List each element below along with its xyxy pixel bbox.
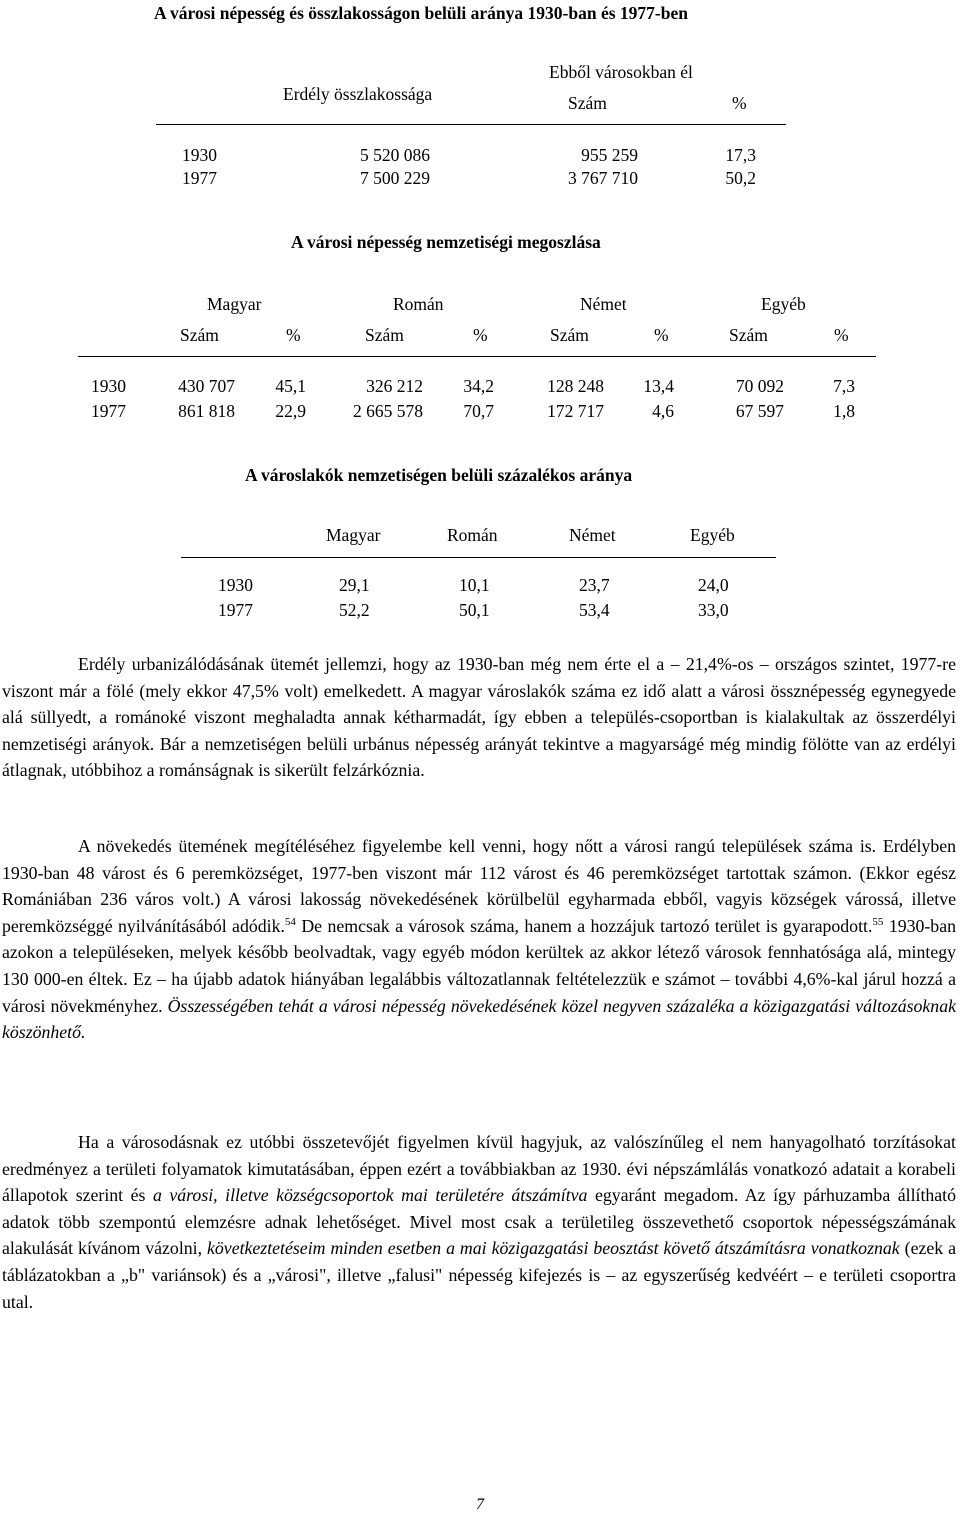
table2-cell: 70 092	[735, 376, 784, 396]
table3-group-nemet: Német	[569, 525, 616, 545]
table1-row1-pct: 17,3	[725, 145, 756, 165]
table1-title: A városi népesség és összlakosságon belüli aránya 1930-ban és 1977-ben	[154, 3, 688, 23]
table1-col-pct: %	[732, 93, 747, 113]
table1-row1-szam: 955 259	[581, 145, 638, 165]
table2-cell: 7,3	[833, 376, 855, 396]
paragraph-1: Erdély urbanizálódásának ütemét jellemzi, hogy az 1930-ban még nem érte el a – 21,4%-os – országos szintet, 1977-re viszont már a fölé (mely ekkor 47,5% volt) emelkedett. A magyar városlakók száma ez idő alatt a városi össznépesség egynegyede alá süllyedt, a románoké viszont meghaladta annak kétharmadát, így ebben a település-csoportban is kialakultak az összerdélyi nemzetiségi arányok. Bár a nemzetiségen belüli urbánus népesség arányát tekintve a magyarságé még mindig fölötte van az erdélyi átlagnak, utóbbihoz a románságnak is sikerült felzárkóznia.	[2, 654, 956, 781]
table2-sub-szam-2: Szám	[365, 325, 404, 345]
table3-title: A városlakók nemzetiségen belüli százalékos aránya	[245, 465, 633, 485]
table2-cell: 70,7	[463, 401, 494, 421]
table2-cell: 128 248	[547, 376, 604, 396]
table2-sub-szam-1: Szám	[180, 325, 219, 345]
table2-title: A városi népesség nemzetiségi megoszlása	[291, 232, 601, 252]
table3-group-magyar: Magyar	[326, 525, 381, 545]
table2-sub-pct-4: %	[834, 325, 849, 345]
table3-row1-year: 1930	[218, 575, 253, 595]
table1-row2-total: 7 500 229	[360, 168, 430, 188]
table3-cell: 10,1	[459, 575, 490, 595]
footnote-54: 54	[284, 915, 296, 928]
table2-group-magyar: Magyar	[207, 294, 262, 314]
table1-rule	[156, 124, 786, 125]
table1-row2-pct: 50,2	[725, 168, 756, 188]
table1-row2-szam: 3 767 710	[568, 168, 638, 188]
table3-row2-year: 1977	[218, 600, 253, 620]
table2-cell: 861 818	[178, 401, 235, 421]
table2-row1-year: 1930	[91, 376, 126, 396]
table2-group-nemet: Német	[580, 294, 627, 314]
table2-cell: 22,9	[275, 401, 306, 421]
table1-col-szam: Szám	[568, 93, 607, 113]
table2-cell: 45,1	[275, 376, 306, 396]
table3-cell: 33,0	[698, 600, 729, 620]
table2-cell: 172 717	[547, 401, 604, 421]
table3-cell: 24,0	[698, 575, 729, 595]
table2-sub-szam-3: Szám	[550, 325, 589, 345]
table1-row2-year: 1977	[182, 168, 217, 188]
table3-cell: 53,4	[579, 600, 610, 620]
paragraph-2: A növekedés ütemének megítéléséhez figyelembe kell venni, hogy nőtt a városi rangú települések száma is. Erdélyben 1930-ban 48 várost és 6 peremközséget, 1977-ben viszont már 112 várost és 46 peremközséget tartottak számon. (Ekkor egész Romániában 236 város volt.) A városi lakosság növekedésének körülbelül egyharmada ebből, vagyis községek várossá, illetve peremközséggé nyilvánításából adódik.$^{54}$ De nemcsak a városok száma, hanem a hozzájuk tartozó terület is gyarapodott.$^{55}$ 1930-ban azokon a településeken, melyek később beolvadtak, vagy egyéb módon kerültek az akkor létező városok fennhatósága alá, mintegy 130 000-en éltek. Ez – ha újabb adatok hiányában legalábbis változatlannak feltételezzük e számot – további 4,6%-kal járul hozzá a városi növekményhez. Összességében tehát a városi népesség növekedésének közel negyven százaléka a közigazgatási változásoknak köszönhető.	[2, 836, 956, 1043]
table3-cell: 29,1	[339, 575, 370, 595]
table1-col-total: Erdély összlakossága	[283, 84, 433, 104]
table2-group-roman: Román	[393, 294, 444, 314]
table1-row1-total: 5 520 086	[360, 145, 430, 165]
table2-sub-pct-1: %	[286, 325, 301, 345]
table2-sub-szam-4: Szám	[729, 325, 768, 345]
table2-cell: 67 597	[735, 401, 784, 421]
table3-cell: 52,2	[339, 600, 370, 620]
table2-sub-pct-2: %	[473, 325, 488, 345]
table3-group-egyeb: Egyéb	[690, 525, 735, 545]
table2-cell: 13,4	[643, 376, 674, 396]
table2-cell: 34,2	[463, 376, 494, 396]
table3-group-roman: Román	[447, 525, 498, 545]
table3-cell: 50,1	[459, 600, 490, 620]
table2-cell: 1,8	[833, 401, 855, 421]
table3-cell: 23,7	[579, 575, 610, 595]
footnote-55: 55	[872, 915, 884, 928]
table2-cell: 326 212	[366, 376, 423, 396]
table2-cell: 430 707	[178, 376, 235, 396]
table3-rule	[181, 557, 776, 558]
table2-cell: 2 665 578	[353, 401, 423, 421]
table1-col-group: Ebből városokban él	[549, 62, 693, 82]
table2-rule	[78, 356, 876, 357]
table2-cell: 4,6	[652, 401, 674, 421]
page-number: 7	[476, 1496, 484, 1513]
paragraph-3: Ha a városodásnak ez utóbbi összetevőjét figyelmen kívül hagyjuk, az valószínűleg el nem hanyagolható torzításokat eredményez a területi folyamatok kimutatásában, éppen ezért a továbbiakban az 1930. évi népszámlálás vonatkozó adatait a korabeli állapotok szerint és a városi, illetve községcsoportok mai területére átszámítva egyaránt megadom. Az így párhuzamba állítható adatok több szempontú elemzésre adnak lehetőséget. Mivel most csak a területileg összevethető csoportok népességszámának alakulását kívánom vázolni, következtetéseim minden esetben a mai közigazgatási beosztást követő átszámításra vonatkoznak (ezek a táblázatokban a „b" variánsok) és a „városi", illetve „falusi" népesség kifejezés is – az egyszerűség kedvéért – e területi csoportra utal.	[2, 1132, 956, 1312]
table2-group-egyeb: Egyéb	[761, 294, 806, 314]
table2-sub-pct-3: %	[654, 325, 669, 345]
table1-row1-year: 1930	[182, 145, 217, 165]
table2-row2-year: 1977	[91, 401, 126, 421]
